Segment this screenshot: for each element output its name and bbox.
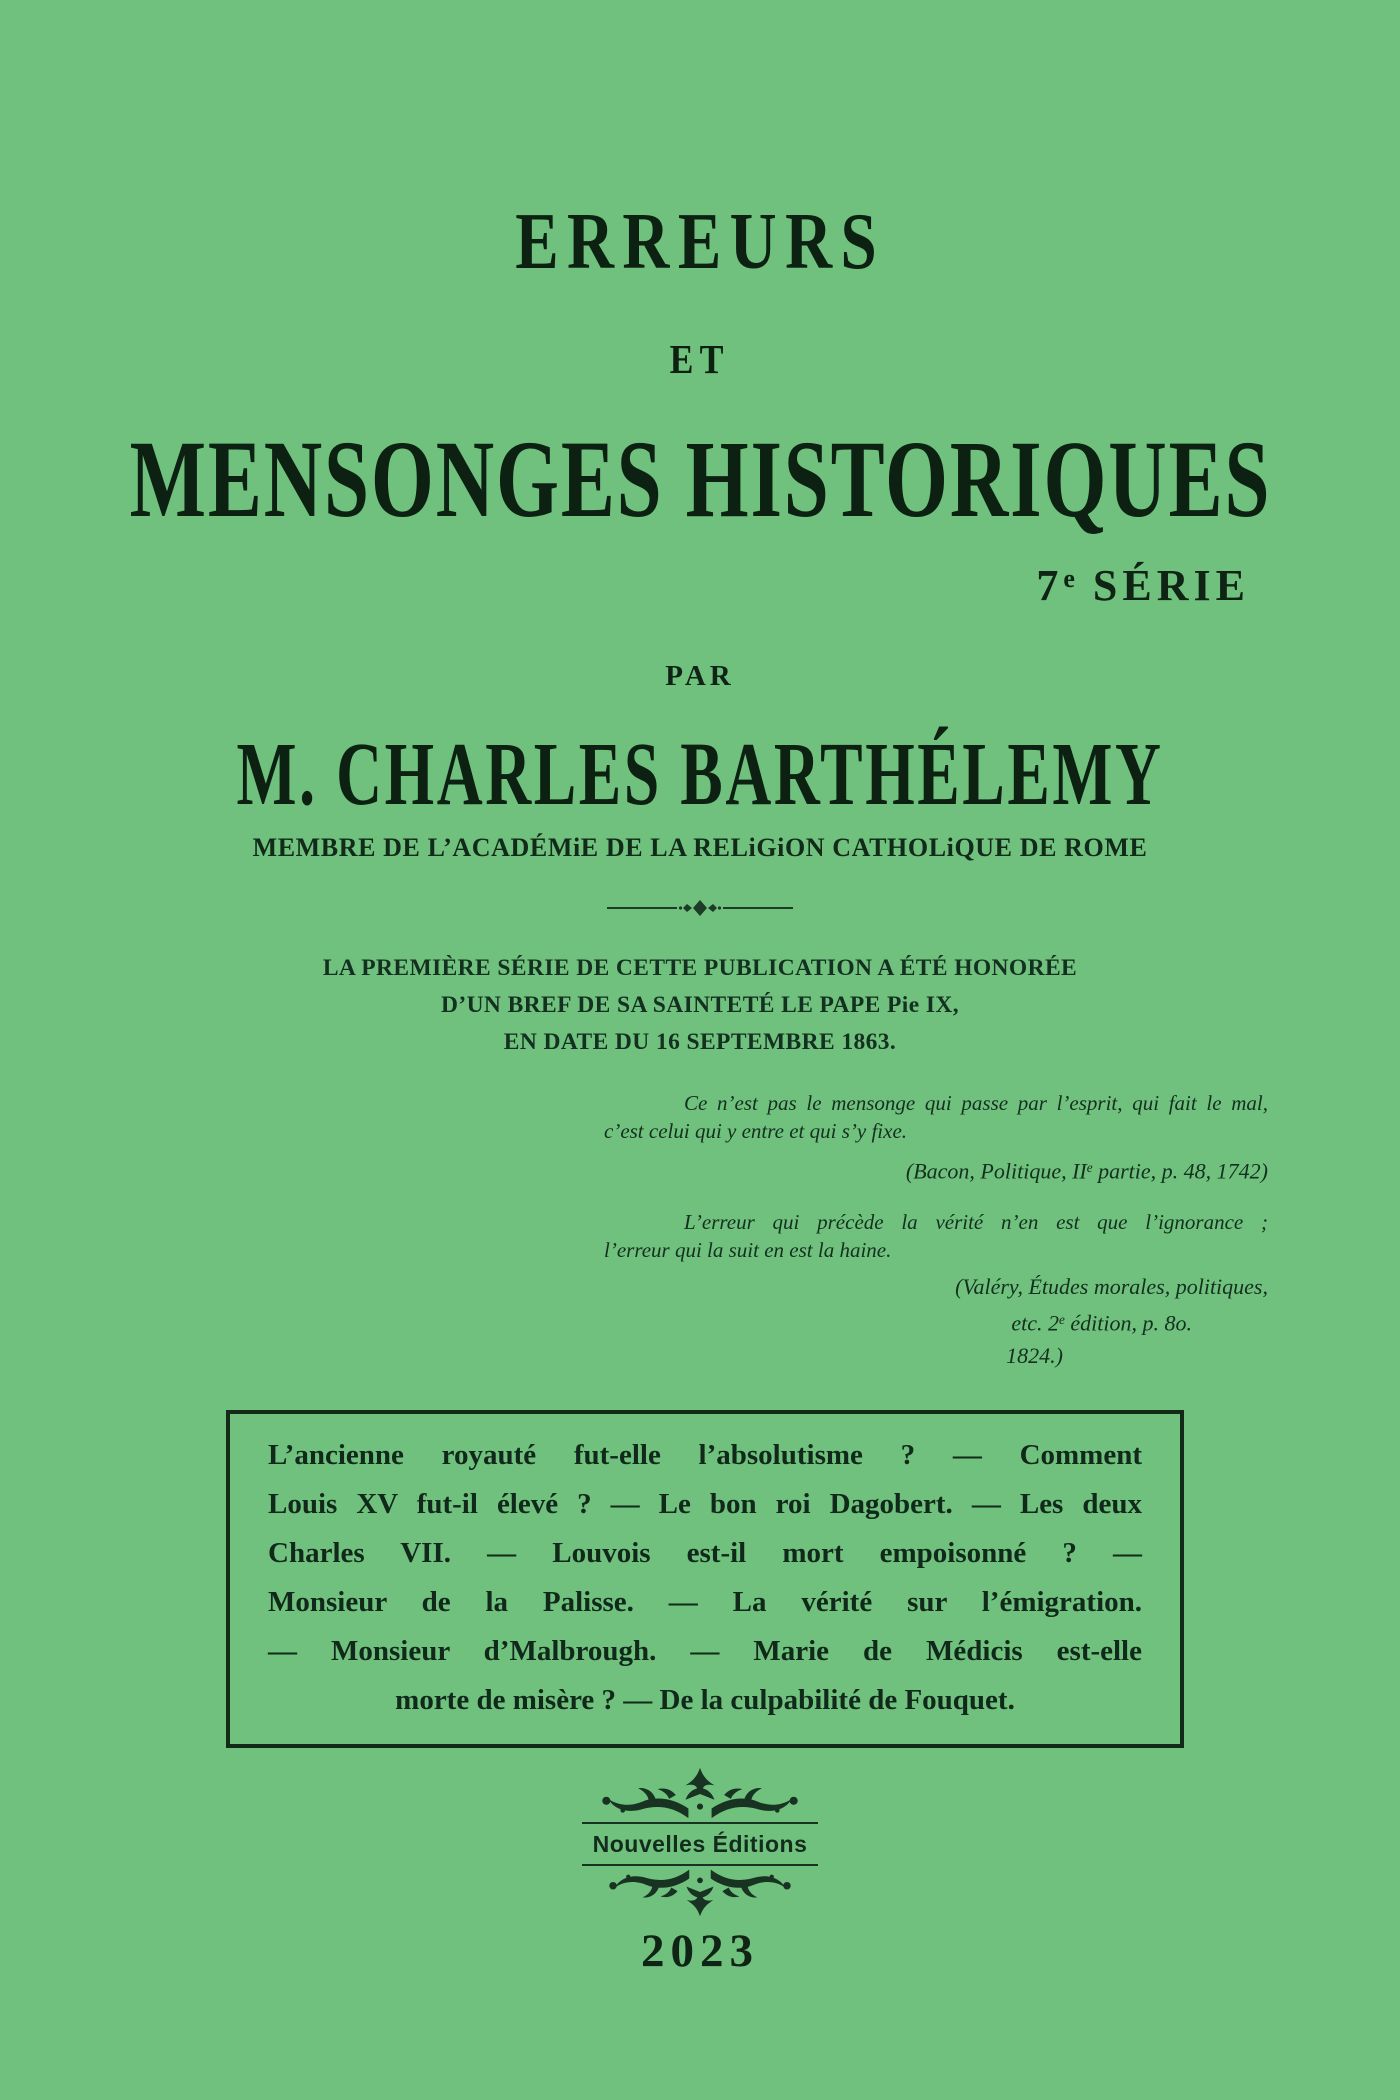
series-word: SÉRIE: [1092, 561, 1250, 610]
bacon-quote-line: c’est celui qui y entre et qui s’y fixe.: [604, 1119, 908, 1143]
publisher-name: Nouvelles Éditions: [592, 1831, 808, 1857]
bacon-quote-line: Ce n’est pas le mensonge qui passe par l’esprit, qui fait le mal,: [684, 1091, 1268, 1115]
epigraphs: [604, 1089, 1268, 1372]
flourish-ornament-icon: [582, 1866, 818, 1918]
honor-line: D’UN BREF DE SA SAINTETÉ LE PAPE Pie IX,: [440, 992, 960, 1018]
contents-line: Louis XV fut-il élevé ? — Le bon roi Dagobert. — Les deux: [268, 1488, 1142, 1520]
divider-ornament: [0, 896, 1400, 920]
epigraph-spacer: [604, 1188, 1268, 1208]
valery-attribution-text: etc. 2: [1011, 1310, 1060, 1336]
publisher-name-panel: [582, 1822, 818, 1866]
valery-quote-line: l’erreur qui la suit en est la haine.: [604, 1237, 892, 1262]
contents-box: [226, 1410, 1184, 1748]
byline: PAR: [665, 660, 735, 692]
title-line-1: ERREURS: [515, 197, 885, 286]
contents-line: morte de misère ? — De la culpabilité de Fouquet.: [395, 1684, 1015, 1716]
bacon-attribution-sup: e: [1086, 1160, 1093, 1175]
bacon-attribution-text: partie, p. 48, 1742): [1092, 1158, 1268, 1184]
series-label: [1036, 560, 1250, 611]
valery-attribution-line: [604, 1303, 1268, 1340]
publisher-mark: [582, 1766, 818, 1918]
honor-line: EN DATE DU 16 SEPTEMBRE 1863.: [503, 1029, 897, 1055]
bacon-attribution-text: (Bacon, Politique, II: [905, 1158, 1087, 1184]
title-line-2: MENSONGES HISTORIQUES: [129, 419, 1271, 541]
flourish-ornament-icon: [582, 1766, 818, 1822]
publication-year: 2023: [641, 1925, 759, 1977]
valery-quote-line: L’erreur qui précède la vérité n’en est que l’ignorance ;: [684, 1209, 1268, 1234]
honor-line: LA PREMIÈRE SÉRIE DE CETTE PUBLICATION A ÉTÉ HONORÉE: [322, 955, 1078, 981]
contents-line: L’ancienne royauté fut-elle l’absolutisme ? — Comment: [268, 1439, 1142, 1471]
series-number: 7: [1036, 561, 1064, 610]
valery-attribution-line: (Valéry, Études morales, politiques,: [955, 1273, 1268, 1299]
bacon-attribution: [604, 1151, 1268, 1188]
title-block-erreurs: [0, 196, 1400, 288]
papal-honor-note: [0, 950, 1400, 1061]
valery-attribution-sup: e: [1059, 1311, 1065, 1327]
author-title: MEMBRE DE L’ACADÉMiE DE LA RELiGiON CATHOLiQUE DE ROME: [252, 833, 1148, 862]
author-block: [0, 723, 1400, 827]
author-name: M. CHARLES BARTHÉLEMY: [236, 724, 1164, 825]
valery-attribution-text: édition, p. 8o.: [1064, 1310, 1192, 1336]
title-conjunction: ET: [669, 338, 731, 383]
series-ordinal: e: [1063, 564, 1075, 593]
title-block-mensonges: [0, 417, 1400, 543]
contents-line: — Monsieur d’Malbrough. — Marie de Médicis est-elle: [268, 1635, 1142, 1667]
valery-attribution-line: 1824.): [1006, 1343, 1063, 1369]
divider-ornament-icon: [605, 897, 795, 919]
title-conjunction-block: [0, 336, 1400, 386]
contents-line: Charles VII. — Louvois est-il mort empoisonné ? —: [268, 1537, 1142, 1569]
contents-line: Monsieur de la Palisse. — La vérité sur l’émigration.: [268, 1586, 1142, 1618]
